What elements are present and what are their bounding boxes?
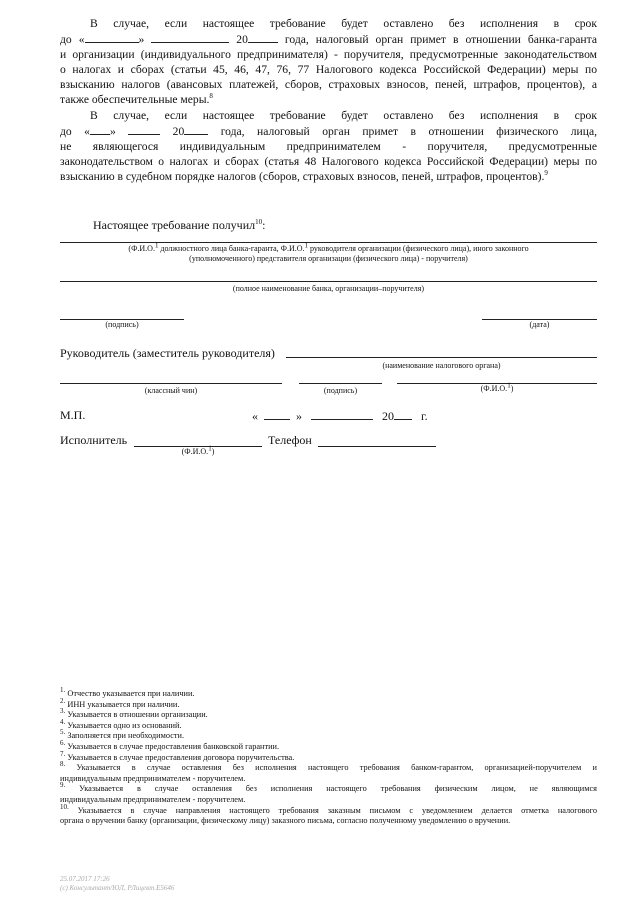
- organization-name-line[interactable]: [60, 281, 597, 282]
- seal-month-blank[interactable]: [311, 408, 373, 420]
- tax-authority-caption: (наименование налогового органа): [382, 361, 501, 370]
- signature-caption: (подпись): [105, 320, 139, 329]
- fio-caption: (Ф.И.О.$^1$): [480, 381, 514, 393]
- footnote-5: $^{5.}$ Заполняется при необходимости.: [60, 728, 185, 741]
- month-blank-2[interactable]: [128, 123, 160, 135]
- recipient-name-line[interactable]: [60, 242, 597, 243]
- received-by-label: Настоящее требование получил$^{10}$:: [93, 218, 266, 232]
- phone-label: Телефон: [268, 433, 312, 447]
- class-rank-line[interactable]: [60, 383, 282, 384]
- executor-label: Исполнитель: [60, 433, 128, 447]
- footnote-8-line2: индивидуальным предпринимателем - поручителем.: [60, 773, 246, 783]
- footnote-10-line1: $^{10.}$ Указывается в случае направления настоящего требования заказным письмом с уведомлением делается отметка налогового: [60, 802, 597, 815]
- footnote-10-line2: органа о вручении банку (организации, физическому лицу) заказного письма, согласно полученному уведомлению о вручении.: [60, 816, 511, 826]
- footnote-7: $^{7.}$ Указывается в случае предоставления договора поручительства.: [60, 749, 295, 762]
- seal-date: « » 20 г.: [252, 409, 428, 423]
- footnote-1: $^{1.}$ Отчество указывается при наличии.: [60, 686, 195, 698]
- footnotes: [60, 686, 597, 827]
- para1-line4: о налогах и сборах (статьи 45, 46, 47, 76, 77 Налогового кодекса Российской Федерации) меры по: [60, 63, 597, 76]
- para1-line3: и организации (индивидуального предпринимателя) - поручителя, предусмотренные законодательством: [60, 48, 597, 61]
- footnote-ref-8[interactable]: 8: [209, 92, 213, 101]
- footnote-ref-10[interactable]: 10: [255, 218, 263, 226]
- footnote-3: $^{3.}$ Указывается в отношении организации.: [60, 707, 208, 720]
- seal-day-blank[interactable]: [264, 408, 290, 420]
- day-blank-2[interactable]: [90, 123, 110, 135]
- print-stamp: 25.07.2017 17:26 (c) Консультант/ЮЛ, РЛицевт.Е5646: [60, 875, 175, 892]
- year-blank-2[interactable]: [184, 123, 208, 135]
- date-caption: (дата): [529, 320, 550, 329]
- footnote-6: $^{6.}$ Указывается в случае предоставления банковской гарантии.: [60, 739, 280, 751]
- footnote-8-line1: $^{8.}$ Указывается в случае оставления без исполнения настоящего требования банком-гарантом, организацией-поручителем и: [60, 760, 597, 773]
- footnote-9-line2: индивидуальным предпринимателем - поручителем.: [60, 794, 246, 804]
- recipient-name-caption: (Ф.И.О.$^1$ должностного лица банка-гаранта, Ф.И.О.$^1$ руководителя организации (физического лица), иного законного (уполномоченного) представителя организации (физического лица) - поручителя): [128, 241, 529, 263]
- day-blank[interactable]: [85, 31, 139, 43]
- executor-fio-caption: (Ф.И.О.$^1$): [181, 444, 215, 456]
- para1-line5: взысканию налогов (авансовых платежей, сборов, страховых взносов, пеней, штрафов, процентов), а: [60, 78, 597, 91]
- para2-line3: не являющегося индивидуальным предпринимателем - поручителя, предусмотренные: [60, 140, 597, 153]
- para1-line1: В случае, если настоящее требование будет оставлено без исполнения в срок: [90, 17, 597, 30]
- para2-line1: В случае, если настоящее требование будет оставлено без исполнения в срок: [90, 109, 597, 122]
- footnote-9-line1: $^{9.}$ Указывается в случае оставления без исполнения настоящего требования физическим лицом, не являющимся: [60, 781, 597, 794]
- footnote-ref-9[interactable]: 9: [544, 169, 548, 178]
- para1-line2: до « » 20 года, налоговый орган примет в отношении банка-гаранта: [60, 33, 597, 46]
- footnote-4: $^{4.}$ Указывается одно из оснований.: [60, 718, 182, 730]
- organization-name-caption: (полное наименование банка, организации–поручителя): [232, 284, 425, 293]
- seal-label: М.П.: [60, 408, 86, 422]
- year-blank[interactable]: [248, 31, 278, 43]
- signature-caption-2: (подпись): [323, 386, 358, 395]
- para1-line6: также обеспечительные меры.$^8$: [60, 92, 213, 106]
- para2-line4: законодательством о налогах и сборах (статья 48 Налогового кодекса Российской Федерации) меры по: [60, 155, 597, 168]
- phone-line[interactable]: [318, 446, 436, 447]
- seal-year-blank[interactable]: [394, 408, 412, 420]
- class-rank-caption: (классный чин): [144, 386, 198, 395]
- paragraph-individual-guarantor: [60, 108, 597, 184]
- month-blank[interactable]: [151, 31, 229, 43]
- para2-line5: взысканию в судебном порядке налогов (сборов, страховых взносов, пеней, штрафов, процентов).$^9$: [60, 169, 548, 183]
- para2-line2: до « » 20 года, налоговый орган примет в отношении физического лица,: [60, 125, 597, 138]
- signature-line-2[interactable]: [299, 383, 382, 384]
- head-label: Руководитель (заместитель руководителя): [60, 346, 275, 360]
- footnote-2: $^{2.}$ ИНН указывается при наличии.: [60, 696, 180, 709]
- paragraph-bank-guarantor: [60, 16, 597, 107]
- tax-authority-line[interactable]: [286, 357, 597, 358]
